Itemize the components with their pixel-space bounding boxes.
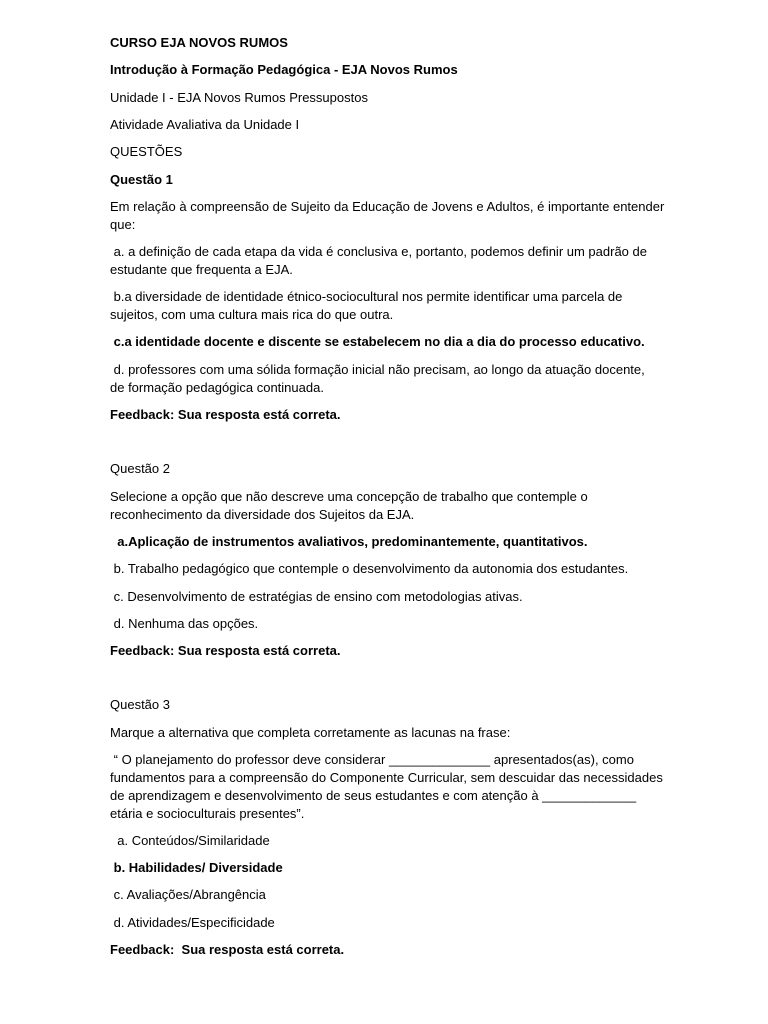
- question-3-quote: “ O planejamento do professor deve considerar ______________ apresentados(as), como: [110, 752, 634, 767]
- question-2-feedback: Feedback: Sua resposta está correta.: [110, 643, 341, 658]
- question-3-quote: etária e socioculturais presentes”.: [110, 806, 305, 821]
- question-3-option-d: d. Atividades/Especificidade: [110, 915, 275, 930]
- question-3-quote: de aprendizagem e desenvolvimento de seus estudantes e com atenção à _____________: [110, 788, 637, 803]
- question-2-option-c: c. Desenvolvimento de estratégias de ensino com metodologias ativas.: [110, 589, 523, 604]
- question-1-feedback: Feedback: Sua resposta está correta.: [110, 407, 341, 422]
- question-1-option-a: estudante que frequenta a EJA.: [110, 262, 293, 277]
- question-2-option-a-selected: a.Aplicação de instrumentos avaliativos, predominantemente, quantitativos.: [110, 534, 588, 549]
- question-3-option-b-selected: b. Habilidades/ Diversidade: [110, 860, 283, 875]
- question-3-quote: fundamentos para a compreensão do Componente Curricular, sem descuidar das necessidades: [110, 770, 663, 785]
- question-1-title: Questão 1: [110, 172, 173, 187]
- unit-title: Unidade I - EJA Novos Rumos Pressupostos: [110, 90, 368, 105]
- question-1-prompt: que:: [110, 217, 136, 232]
- question-3-option-a: a. Conteúdos/Similaridade: [110, 833, 270, 848]
- question-2-title: Questão 2: [110, 461, 170, 476]
- question-3-option-c: c. Avaliações/Abrangência: [110, 887, 266, 902]
- question-1-option-d: d. professores com uma sólida formação inicial não precisam, ao longo da atuação docente,: [110, 362, 645, 377]
- question-3-feedback: Feedback: Sua resposta está correta.: [110, 942, 345, 957]
- course-title: CURSO EJA NOVOS RUMOS: [110, 35, 288, 50]
- question-1-prompt: Em relação à compreensão de Sujeito da Educação de Jovens e Adultos, é importante entender: [110, 199, 665, 214]
- question-1-option-c-selected: c.a identidade docente e discente se estabelecem no dia a dia do processo educativo.: [110, 334, 645, 349]
- subject-title: Introdução à Formação Pedagógica - EJA Novos Rumos: [110, 62, 458, 77]
- question-3-prompt: Marque a alternativa que completa corretamente as lacunas na frase:: [110, 725, 511, 740]
- question-3-title: Questão 3: [110, 697, 170, 712]
- question-1-option-d: de formação pedagógica continuada.: [110, 380, 324, 395]
- question-1-option-a: a. a definição de cada etapa da vida é conclusiva e, portanto, podemos definir um padrão de: [110, 244, 647, 259]
- question-2-prompt: reconhecimento da diversidade dos Sujeitos da EJA.: [110, 507, 415, 522]
- question-1-option-b: sujeitos, com uma cultura mais rica do que outra.: [110, 307, 394, 322]
- question-2-option-d: d. Nenhuma das opções.: [110, 616, 259, 631]
- activity-title: Atividade Avaliativa da Unidade I: [110, 117, 300, 132]
- question-1-option-b: b.a diversidade de identidade étnico-sociocultural nos permite identificar uma parcela de: [110, 289, 623, 304]
- question-2-option-b: b. Trabalho pedagógico que contemple o desenvolvimento da autonomia dos estudantes.: [110, 561, 629, 576]
- section-title: QUESTÕES: [110, 144, 183, 159]
- question-2-prompt: Selecione a opção que não descreve uma concepção de trabalho que contemple o: [110, 489, 588, 504]
